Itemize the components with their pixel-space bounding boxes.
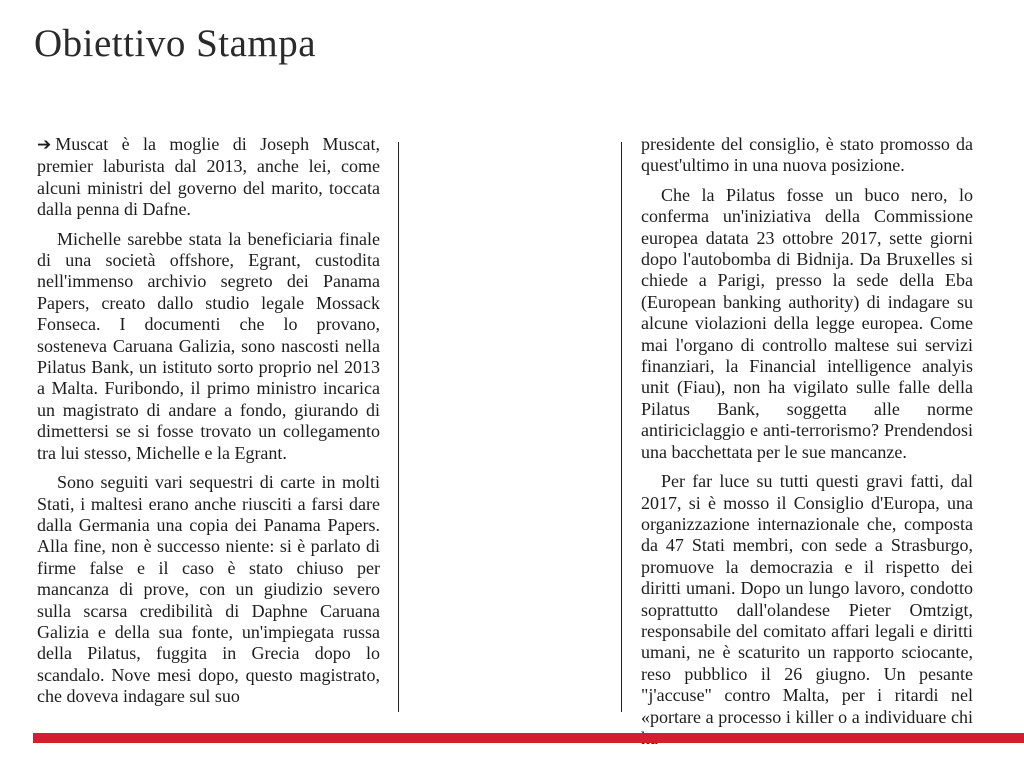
masthead-title: Obiettivo Stampa — [34, 22, 317, 65]
article-column-left — [37, 134, 380, 716]
arrow-right-icon: ➔ — [37, 135, 52, 155]
paragraph: Michelle sarebbe stata la beneficiaria finale di una società offshore, Egrant, custodita nell'immenso archivio segreto dei Panama Papers, creato dallo studio legale Mossack Fonseca. I documenti che lo provano, sosteneva Caruana Galizia, sono nascosti nella Pilatus Bank, un istituto sorto proprio nel 2013 a Malta. Furibondo, il primo ministro incarica un magistrato di andare a fondo, giurando di dimettersi se si fosse trovato un collegamento tra lui stesso, Michelle e la Egrant. — [37, 228, 380, 463]
paragraph-continuation: presidente del consiglio, è stato promosso da quest'ultimo in una nuova posizione. — [641, 134, 973, 176]
lead-paragraph — [37, 134, 380, 221]
lead-text: Muscat è la moglie di Joseph Muscat, premier laburista dal 2013, anche lei, come alcuni ministri del governo del marito, toccata dalla penna di Dafne. — [37, 134, 380, 220]
paragraph: Sono seguiti vari sequestri di carte in molti Stati, i maltesi erano anche riusciti a farsi dare dalla Germania una copia dei Panama Papers. Alla fine, non è successo niente: si è parlato di firme false e il caso è stato chiuso per mancanza di prove, con un giudizio severo sulla scarsa credibilità di Daphne Caruana Galizia e della sua fonte, un'impiegata russa della Pilatus, fuggita in Grecia dopo lo scandalo. Nove mesi dopo, questo magistrato, che doveva indagare sul suo — [37, 472, 380, 707]
column-divider-right — [621, 142, 622, 712]
paragraph: Che la Pilatus fosse un buco nero, lo conferma un'iniziativa della Commissione europea datata 23 ottobre 2017, sette giorni dopo l'autobomba di Bidnija. Da Bruxelles si chiede a Parigi, presso la sede della Eba (European banking authority) di indagare su alcune violazioni della legge europea. Come mai l'organo di controllo maltese sui servizi finanziari, la Financial intelligence analyis unit (Fiau), non ha vigilato sulle falle della Pilatus Bank, soggetta alle norme antiriciclaggio e anti-terrorismo? Prendendosi una bacchettata per le sue mancanze. — [641, 184, 973, 462]
paragraph: Per far luce su tutti questi gravi fatti, dal 2017, si è mosso il Consiglio d'Europa, una organizzazione internazionale che, composta da 47 Stati membri, con sede a Strasburgo, promuove la democrazia e il rispetto dei diritti umani. Dopo un lungo lavoro, condotto soprattutto dall'olandese Pieter Omtzigt, responsabile del comitato affari legali e diritti umani, ne è scaturito un rapporto sciocante, reso pubblico il 26 giugno. Un pesante "j'accuse" contro Malta, per i ritardi nel «portare a processo i killer o a individuare chi — [641, 471, 973, 727]
footer-accent-band — [33, 733, 1024, 743]
article-column-right — [641, 134, 973, 757]
column-divider-left — [398, 142, 399, 712]
